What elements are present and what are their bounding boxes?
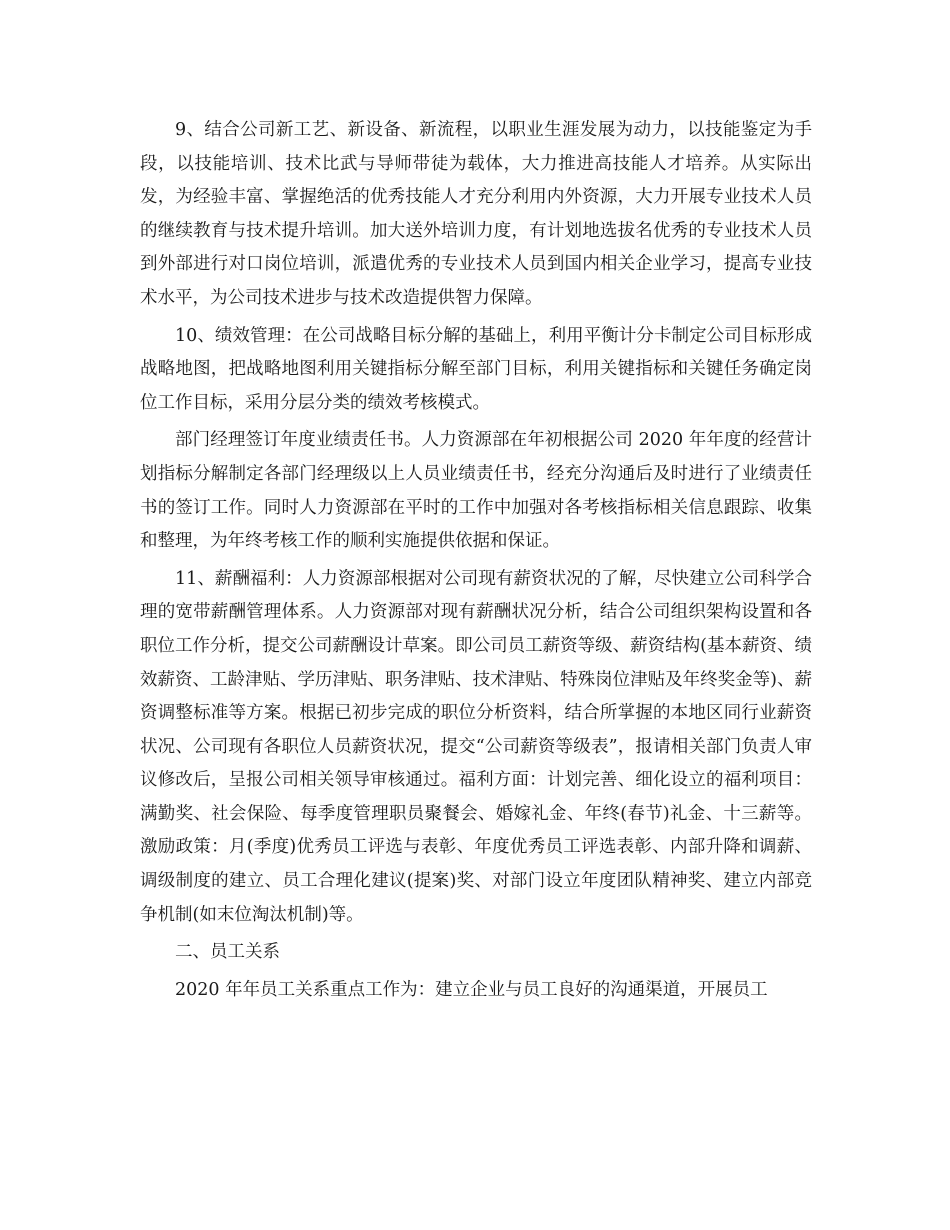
paragraph-employee-relations: 2020 年年员工关系重点工作为：建立企业与员工良好的沟通渠道，开展员工 [175, 979, 768, 1000]
section-heading-employee-relations: 二、员工关系 [175, 942, 280, 963]
paragraph-responsibility-letter: 部门经理签订年度业绩责任书。人力资源部在年初根据公司 2020 年年度的经营计划指标分解制定各部门经理级以上人员业绩责任书，经充分沟通后及时进行了业绩责任书的签订工作。同时人力资源部在平时的工作中加强对各考核指标相关信息跟踪、收集和整理，为年终考核工作的顺利实施提供依据和保证。 [140, 430, 812, 552]
paragraph-item-11-compensation: 11、薪酬福利：人力资源部根据对公司现有薪资状况的了解，尽快建立公司科学合理的宽带薪酬管理体系。人力资源部对现有薪酬状况分析，结合公司组织架构设置和各职位工作分析，提交公司薪酬设计草案。即公司员工薪资等级、薪资结构(基本薪资、绩效薪资、工龄津贴、学历津贴、职务津贴、技术津贴、特殊岗位津贴及年终奖金等)、薪资调整标准等方案。根据已初步完成的职位分析资料，结合所掌握的本地区同行业薪资状况、公司现有各职位人员薪资状况，提交“公司薪资等级表”，报请相关部门负责人审议修改后，呈报公司相关领导审核通过。福利方面：计划完善、细化设立的福利项目：满勤奖、社会保险、每季度管理职员聚餐会、婚嫁礼金、年终(春节)礼金、十三薪等。激励政策：月(季度)优秀员工评选与表彰、年度优秀员工评选表彰、内部升降和调薪、调级制度的建立、员工合理化建议(提案)奖、对部门设立年度团队精神奖、建立内部竞争机制(如末位淘汰机制)等。 [140, 568, 812, 925]
paragraph-item-9-training: 9、结合公司新工艺、新设备、新流程，以职业生涯发展为动力，以技能鉴定为手段，以技能培训、技术比武与导师带徒为载体，大力推进高技能人才培养。从实际出发，为经验丰富、掌握绝活的优秀技能人才充分利用内外资源，大力开展专业技术人员的继续教育与技术提升培训。加大送外培训力度，有计划地选拔名优秀的专业技术人员到外部进行对口岗位培训，派遣优秀的专业技术人员到国内相关企业学习，提高专业技术水平，为公司技术进步与技术改造提供智力保障。 [140, 120, 812, 308]
paragraph-item-10-performance: 10、绩效管理：在公司战略目标分解的基础上，利用平衡计分卡制定公司目标形成战略地图，把战略地图利用关键指标分解至部门目标，利用关键指标和关键任务确定岗位工作目标，采用分层分类的绩效考核模式。 [140, 325, 812, 413]
document-body [140, 114, 812, 1011]
